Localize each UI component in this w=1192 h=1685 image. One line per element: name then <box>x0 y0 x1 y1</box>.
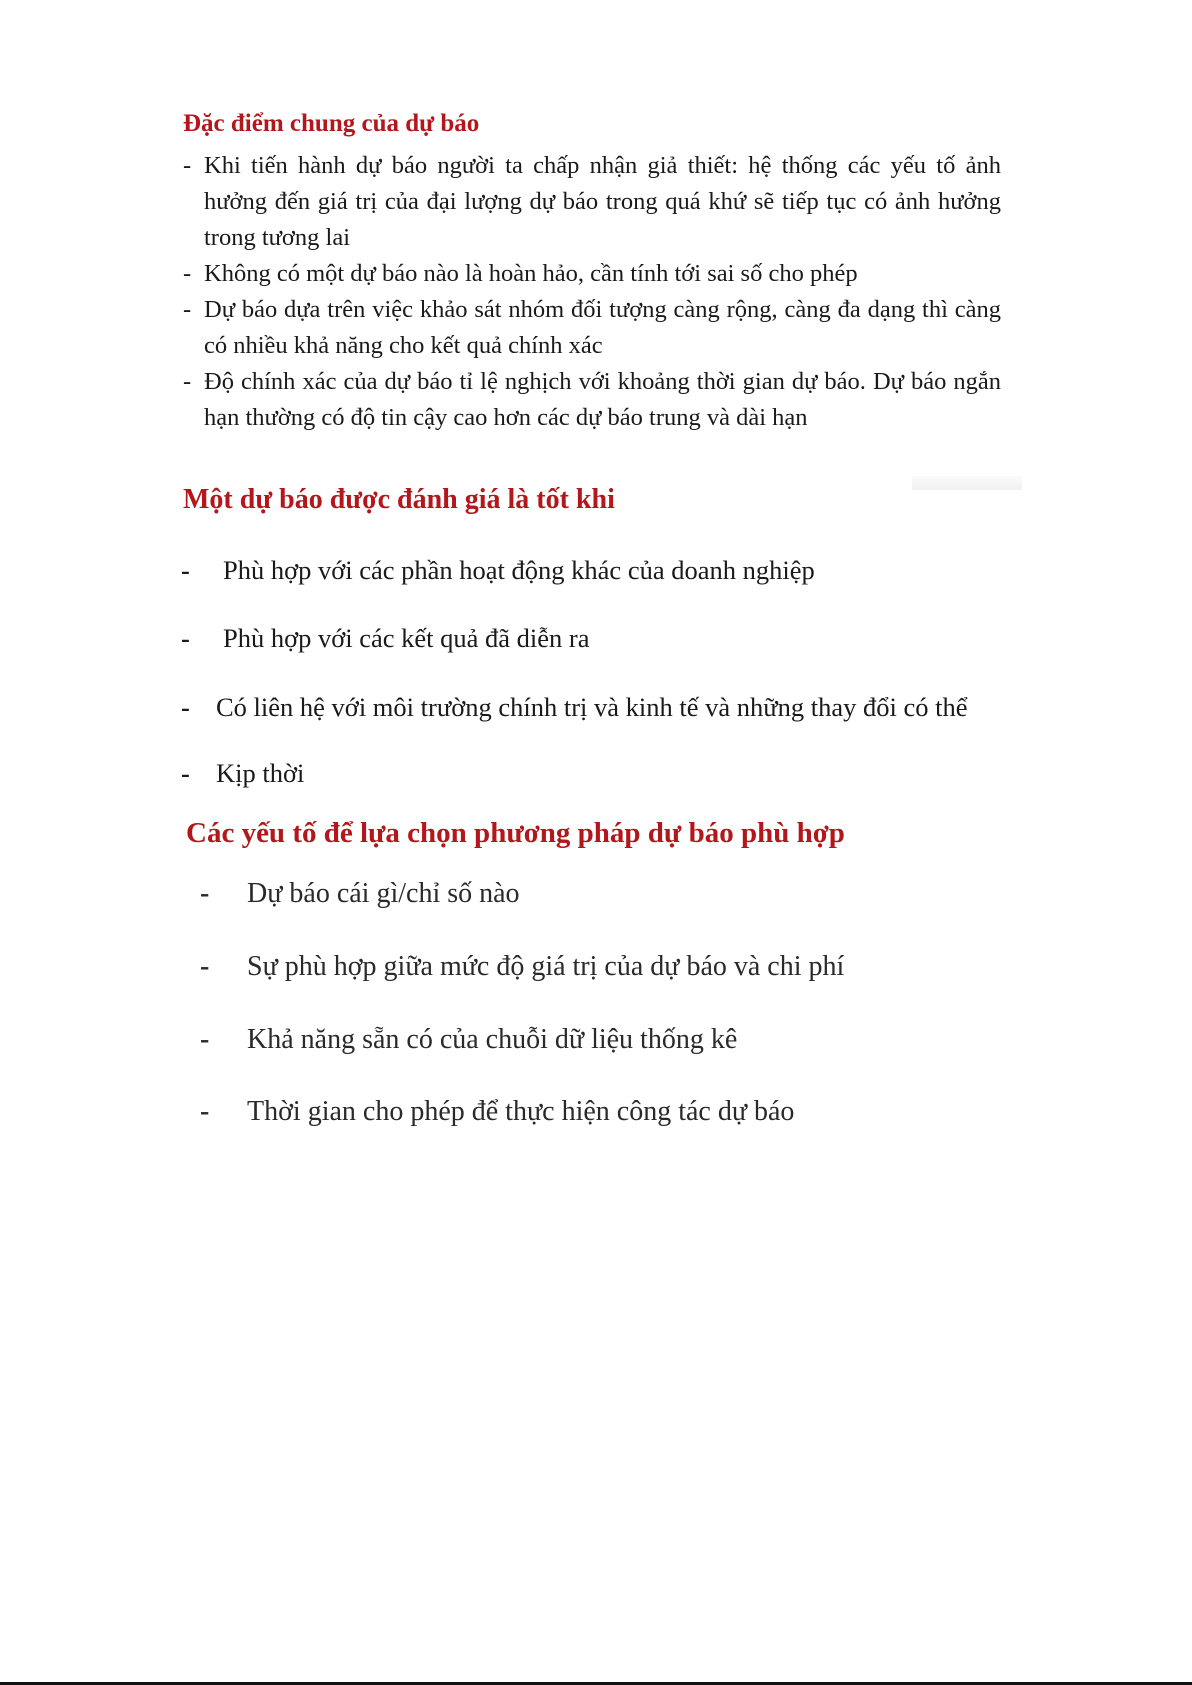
section-heading-characteristics: Đặc điểm chung của dự báo <box>183 110 480 137</box>
list-item <box>0 256 1192 292</box>
list-item-text: Khả năng sẵn có của chuỗi dữ liệu thống kê <box>247 1024 738 1055</box>
bullet-dash: - <box>183 152 192 179</box>
bullet-dash: - <box>200 878 210 909</box>
list-item-text: Độ chính xác của dự báo tỉ lệ nghịch với khoảng thời gian dự báo. Dự báo ngắn hạn thường có độ tin cậy cao hơn các dự báo trung và dài hạn <box>204 368 1001 431</box>
bullet-dash: - <box>200 1024 210 1055</box>
bullet-dash: - <box>181 555 190 585</box>
bullet-dash: - <box>183 368 192 395</box>
bullet-dash: - <box>181 758 190 788</box>
list-item-text: Có liên hệ với môi trường chính trị và kinh tế và những thay đổi có thể <box>216 692 968 722</box>
list-item-text: Dự báo dựa trên việc khảo sát nhóm đối tượng càng rộng, càng đa dạng thì càng có nhiều khả năng cho kết quả chính xác <box>204 296 1001 359</box>
list-item-text: Khi tiến hành dự báo người ta chấp nhận giả thiết: hệ thống các yếu tố ảnh hưởng đến giá trị của đại lượng dự báo trong quá khứ sẽ tiếp tục có ảnh hưởng trong tương lai <box>204 152 1001 251</box>
list-item-text: Dự báo cái gì/chỉ số nào <box>247 878 520 909</box>
list-item-text: Không có một dự báo nào là hoàn hảo, cần tính tới sai số cho phép <box>204 260 858 287</box>
scan-artifact <box>912 476 1022 490</box>
list-item-text: Sự phù hợp giữa mức độ giá trị của dự báo và chi phí <box>247 951 845 982</box>
bullet-dash: - <box>200 1096 210 1127</box>
bullet-dash: - <box>183 296 192 323</box>
bullet-dash: - <box>200 951 210 982</box>
bullet-dash: - <box>181 623 190 653</box>
list-item <box>0 292 1192 364</box>
list-item <box>0 364 1192 436</box>
list-item-text: Kịp thời <box>216 758 305 788</box>
bullet-dash: - <box>183 260 192 287</box>
list-item <box>0 148 1192 256</box>
section-heading-method-selection: Các yếu tố để lựa chọn phương pháp dự báo phù hợp <box>186 817 845 849</box>
section-heading-good-forecast: Một dự báo được đánh giá là tốt khi <box>183 484 615 515</box>
bullet-dash: - <box>181 692 190 722</box>
list-item-text: Phù hợp với các phần hoạt động khác của doanh nghiệp <box>223 555 815 585</box>
list-item-text: Thời gian cho phép để thực hiện công tác dự báo <box>247 1096 795 1127</box>
list-item-text: Phù hợp với các kết quả đã diễn ra <box>223 623 590 653</box>
